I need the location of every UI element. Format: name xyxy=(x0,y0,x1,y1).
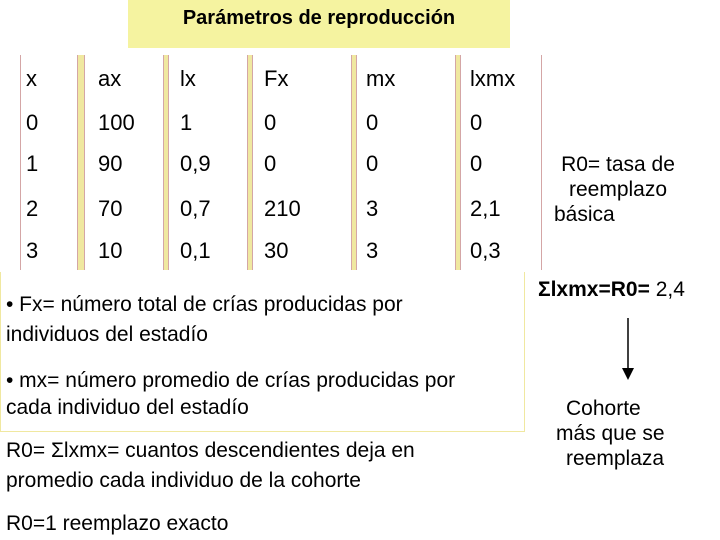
table-header-lx: lx xyxy=(180,66,196,91)
table-cell: 3 xyxy=(26,238,39,263)
slide-title: Parámetros de reproducción xyxy=(182,6,456,29)
sum-lxmx-label: Σlxmx=R0= xyxy=(538,278,650,301)
slide-title-box xyxy=(128,0,510,48)
table-cell: 1 xyxy=(180,110,193,135)
table-cell: 10 xyxy=(98,238,123,263)
table-cell: 0 xyxy=(470,110,483,135)
table-header-mx: mx xyxy=(366,66,396,91)
note-fx-line1: • Fx= número total de crías producidas por xyxy=(6,293,403,316)
r0-definition xyxy=(548,152,688,227)
sum-lxmx-value: 2,4 xyxy=(655,278,685,301)
cohort-line2: más que se xyxy=(556,422,665,445)
note-r0-exact: R0=1 reemplazo exacto xyxy=(6,512,229,535)
table-header-ax: ax xyxy=(98,66,122,91)
cohort-line3: reemplaza xyxy=(566,447,665,470)
table-cell: 0,3 xyxy=(470,238,501,263)
table-cell: 70 xyxy=(98,196,123,221)
r0-definition-line3: básica xyxy=(554,203,615,226)
table-cell: 0,7 xyxy=(180,196,211,221)
table-cell: 210 xyxy=(264,196,301,221)
cohort-line1: Cohorte xyxy=(566,397,641,420)
note-r0-line1: R0= Σlxmx= cuantos descendientes deja en xyxy=(6,439,415,462)
table-cell: 90 xyxy=(98,151,123,176)
table-cell: 2 xyxy=(26,196,39,221)
table-header-x: x xyxy=(26,66,37,91)
r0-definition-line2: reemplazo xyxy=(568,178,668,201)
table-cell: 0 xyxy=(366,110,379,135)
table-cell: 0 xyxy=(26,110,39,135)
sum-lxmx-result xyxy=(538,278,685,302)
table-cell: 0,9 xyxy=(180,151,211,176)
table-cell: 0 xyxy=(264,151,277,176)
note-mx-line1: • mx= número promedio de crías producidas por xyxy=(6,369,456,392)
table-cell: 0,1 xyxy=(180,238,211,263)
down-arrow-icon xyxy=(618,318,638,380)
cohort-note xyxy=(556,396,696,471)
table-cell: 1 xyxy=(26,151,39,176)
table-cell: 100 xyxy=(98,110,135,135)
note-mx-line2: cada individuo del estadío xyxy=(6,396,249,419)
table-cell: 0 xyxy=(470,151,483,176)
note-fx-line2: individuos del estadío xyxy=(6,323,208,346)
table-cell: 2,1 xyxy=(470,196,501,221)
note-r0-line2: promedio cada individuo de la cohorte xyxy=(6,469,361,492)
table-cell: 0 xyxy=(366,151,379,176)
r0-definition-line1: R0= tasa de xyxy=(561,153,675,176)
table-cell: 0 xyxy=(264,110,277,135)
table-header-fx: Fx xyxy=(264,66,289,91)
table-header-lxmx: lxmx xyxy=(470,66,516,91)
table-cell: 3 xyxy=(366,196,379,221)
table-cell: 3 xyxy=(366,238,379,263)
table-cell: 30 xyxy=(264,238,289,263)
